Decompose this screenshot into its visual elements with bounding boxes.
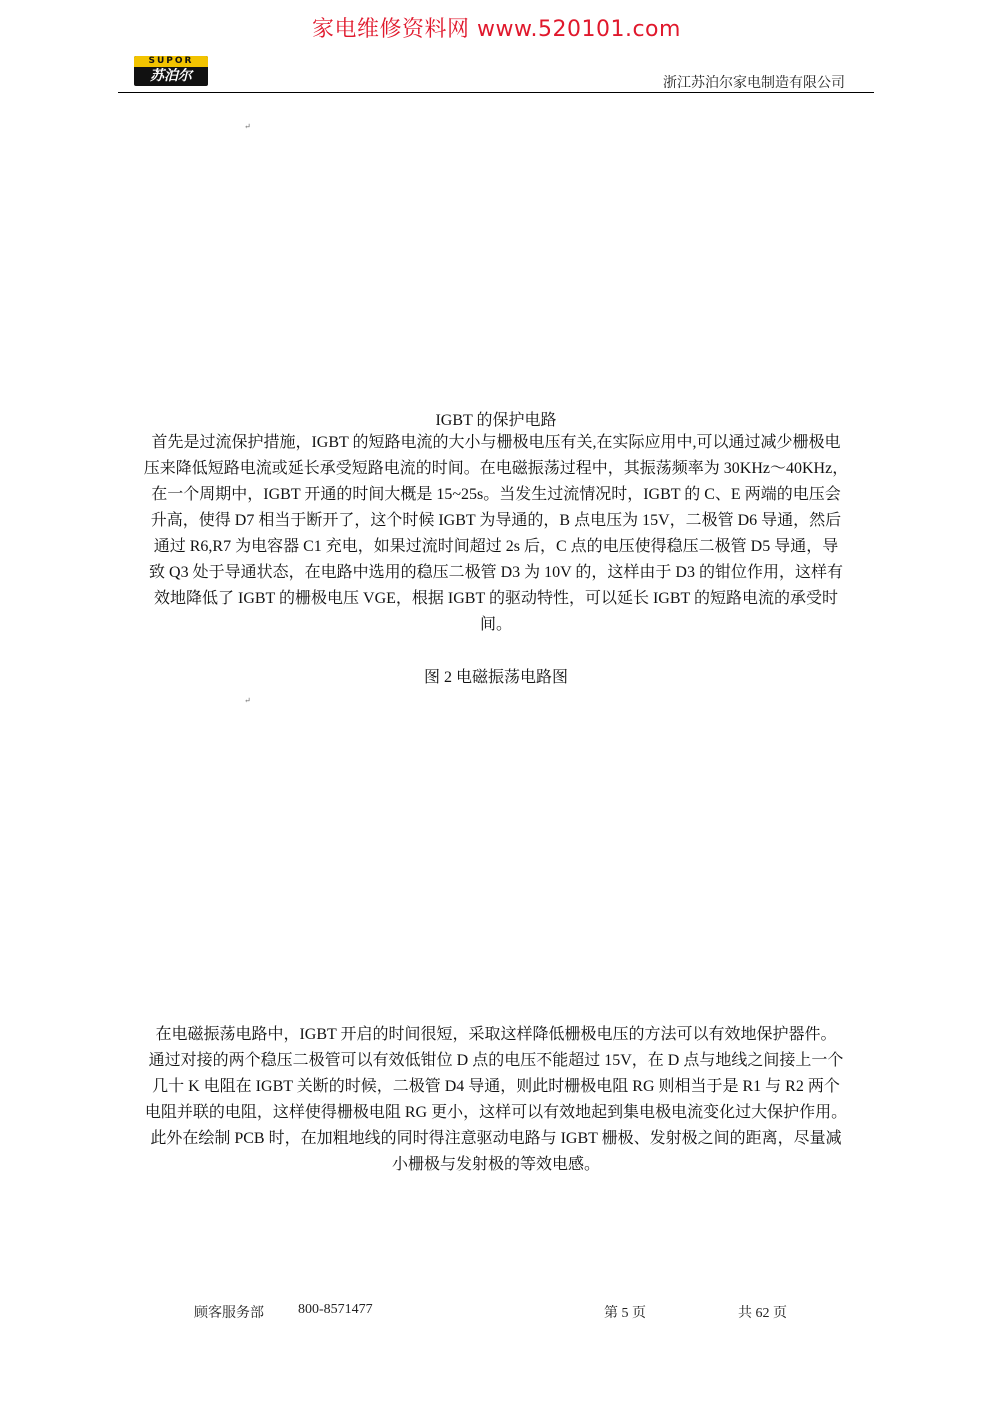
footer-total-pages: 共 62 页 (738, 1306, 787, 1321)
logo-top-text: SUPOR (134, 56, 208, 67)
paragraph-line: 小栅极与发射极的等效电感。 (391, 1156, 600, 1173)
paragraph-line: 在电磁振荡电路中，IGBT 开启的时间很短，采取这样降低栅极电压的方法可以有效地保护器件。 (155, 1026, 837, 1043)
paragraph-line: 通过对接的两个稳压二极管可以有效低钳位 D 点的电压不能超过 15V，在 D 点与地线之间接上一个 (148, 1052, 844, 1069)
footer-phone: 800-8571477 (298, 1302, 373, 1317)
paragraph-line: 致 Q3 处于导通状态，在电路中选用的稳压二极管 D3 为 10V 的，这样由于 D3 的钳位作用，这样有 (149, 564, 843, 581)
paragraph-line: 效地降低了 IGBT 的栅极电压 VGE，根据 IGBT 的驱动特性，可以延长 IGBT 的短路电流的承受时 (153, 590, 838, 607)
company-name: 浙江苏泊尔家电制造有限公司 (663, 76, 845, 91)
image-anchor-mark: ↵ (244, 696, 251, 705)
paragraph-line: 几十 K 电阻在 IGBT 关断的时候，二极管 D4 导通，则此时栅极电阻 RG 则相当于是 R1 与 R2 两个 (152, 1078, 840, 1095)
paragraph-line: 压来降低短路电流或延长承受短路电流的时间。在电磁振荡过程中，其振荡频率为 30KHz～40KHz， (143, 460, 849, 477)
paragraph-line: 电阻并联的电阻，这样使得栅极电阻 RG 更小，这样可以有效地起到集电极电流变化过大保护作用。 (144, 1104, 848, 1121)
watermark-banner: 家电维修资料网 www.520101.com (312, 17, 681, 42)
logo-bottom-text: 苏泊尔 (150, 68, 192, 84)
supor-logo (134, 56, 208, 86)
paragraph-line: 间。 (479, 616, 512, 633)
image-anchor-mark: ↵ (244, 122, 251, 131)
paragraph-line: 首先是过流保护措施，IGBT 的短路电流的大小与栅极电压有关,在实际应用中,可以通过减少栅极电 (151, 434, 841, 451)
header-divider (118, 92, 874, 93)
paragraph-line: 通过 R6,R7 为电容器 C1 充电，如果过流时间超过 2s 后，C 点的电压使得稳压二极管 D5 导通，导 (153, 538, 839, 555)
paragraph-line: 此外在绘制 PCB 时，在加粗地线的同时得注意驱动电路与 IGBT 栅极、发射极之间的距离，尽量减 (150, 1130, 842, 1147)
paragraph-line: 在一个周期中，IGBT 开通的时间大概是 15~25s。当发生过流情况时，IGBT 的 C、E 两端的电压会 (151, 486, 841, 503)
figure-caption: 图 2 电磁振荡电路图 (423, 669, 568, 686)
footer-page-number: 第 5 页 (604, 1306, 646, 1321)
footer-department: 顾客服务部 (194, 1306, 264, 1321)
paragraph-line: 升高，使得 D7 相当于断开了，这个时候 IGBT 为导通的，B 点电压为 15V，二极管 D6 导通，然后 (150, 512, 842, 529)
paragraph-overcurrent-protection (118, 430, 874, 638)
section-title: IGBT 的保护电路 (435, 412, 557, 429)
paragraph-gate-voltage (118, 1022, 874, 1178)
